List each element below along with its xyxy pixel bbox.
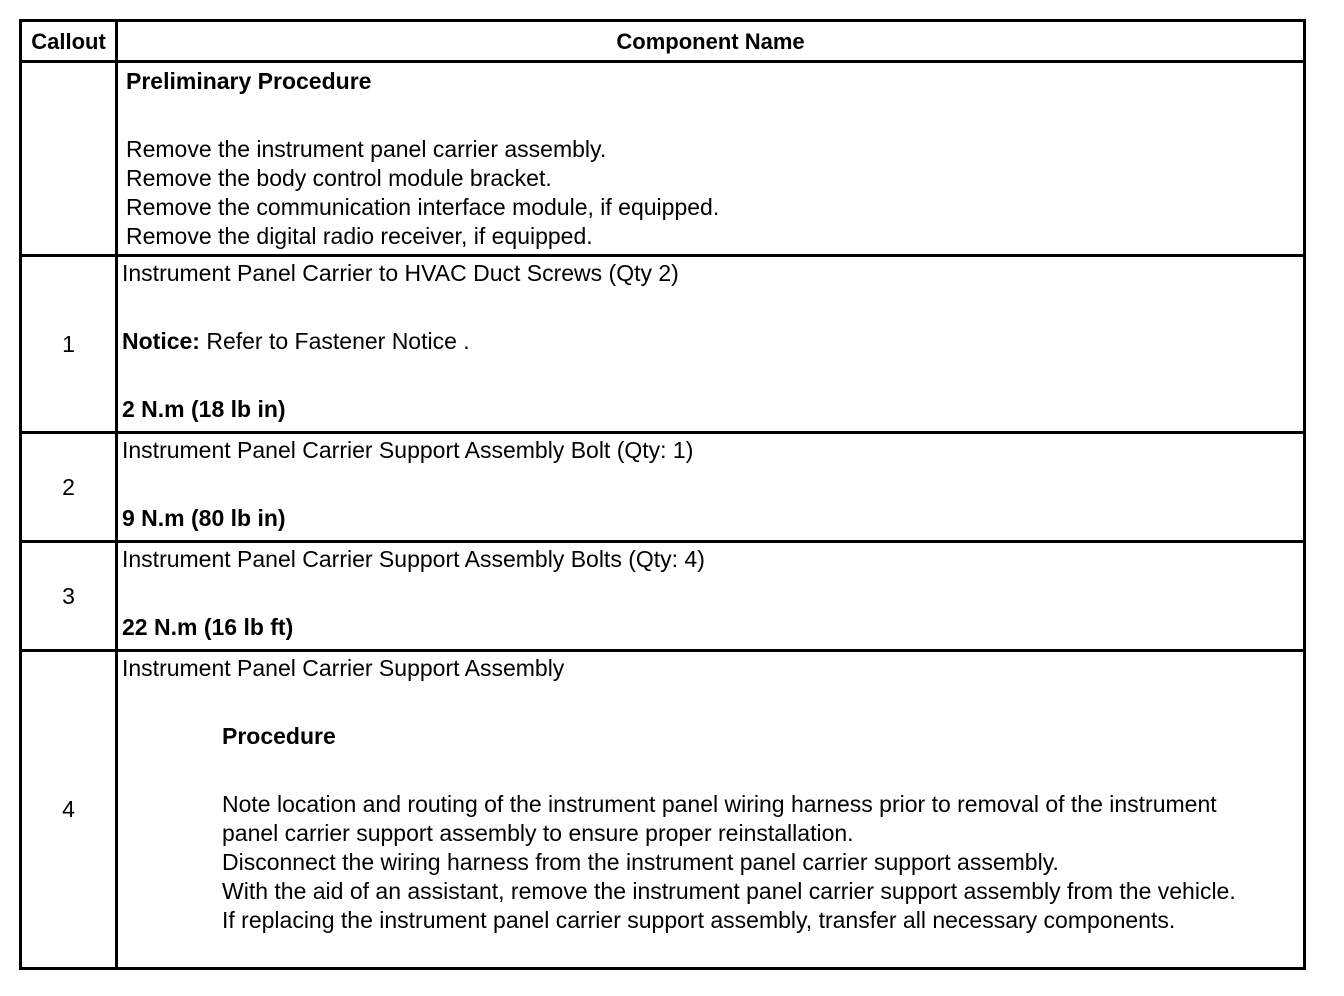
- notice-label: Notice:: [122, 328, 200, 354]
- preliminary-callout-cell: [21, 62, 117, 256]
- procedure-step: Disconnect the wiring harness from the instrument panel carrier support assembly.: [222, 849, 1059, 875]
- table-row: [21, 433, 1305, 542]
- preliminary-step: Remove the instrument panel carrier assembly.: [126, 136, 607, 162]
- callout-number: 1: [21, 256, 117, 433]
- component-name-header: Component Name: [117, 21, 1305, 62]
- preliminary-step: Remove the digital radio receiver, if equipped.: [126, 223, 593, 249]
- component-name: Instrument Panel Carrier Support Assembly Bolts (Qty: 4): [122, 546, 705, 572]
- torque-spec: 9 N.m (80 lb in): [122, 505, 286, 531]
- callout-number: 2: [21, 433, 117, 542]
- procedure-table: [19, 19, 1306, 970]
- preliminary-row: [21, 62, 1305, 256]
- notice: [122, 327, 1303, 356]
- component-name: Instrument Panel Carrier Support Assembly: [122, 655, 565, 681]
- procedure-step: Note location and routing of the instrument panel wiring harness prior to removal of the instrument panel carrier support assembly to ensure proper reinstallation.: [222, 791, 1217, 846]
- torque-spec: 22 N.m (16 lb ft): [122, 614, 294, 640]
- procedure-step: With the aid of an assistant, remove the instrument panel carrier support assembly from the vehicle.: [222, 878, 1236, 904]
- preliminary-step: Remove the communication interface module, if equipped.: [126, 194, 720, 220]
- table-row: [21, 256, 1305, 433]
- component-name: Instrument Panel Carrier Support Assembly Bolt (Qty: 1): [122, 437, 694, 463]
- component-cell: [117, 542, 1305, 651]
- callout-header: Callout: [21, 21, 117, 62]
- preliminary-cell: [117, 62, 1305, 256]
- component-cell: [117, 651, 1305, 969]
- callout-number: 3: [21, 542, 117, 651]
- header-row: [21, 21, 1305, 62]
- table-row: [21, 542, 1305, 651]
- notice-text: Refer to Fastener Notice .: [199, 328, 470, 354]
- preliminary-title: Preliminary Procedure: [126, 68, 372, 94]
- procedure-title: Procedure: [222, 723, 336, 749]
- preliminary-step: Remove the body control module bracket.: [126, 165, 552, 191]
- component-name: Instrument Panel Carrier to HVAC Duct Screws (Qty 2): [122, 260, 679, 286]
- torque-spec: 2 N.m (18 lb in): [122, 396, 286, 422]
- procedure-step: If replacing the instrument panel carrier support assembly, transfer all necessary components.: [222, 907, 1176, 933]
- component-cell: [117, 256, 1305, 433]
- callout-number: 4: [21, 651, 117, 969]
- component-cell: [117, 433, 1305, 542]
- table-row: [21, 651, 1305, 969]
